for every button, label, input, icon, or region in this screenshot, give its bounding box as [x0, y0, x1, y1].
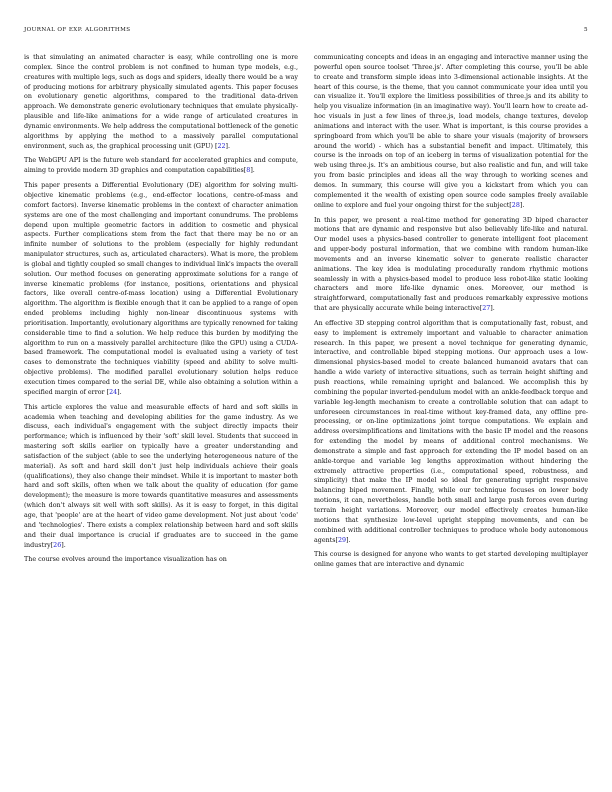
- paragraph-text: This course is designed for anyone who wants to get started developing multiplayer online games that are interactive and dynamic: [314, 551, 588, 569]
- paragraph-text: is that simulating an animated character is easy, while controlling one is more complex. Since the control problem is not confined to human type models, e.g., creatures with multiple legs, such as dogs and spiders, ideally there would be a way of producing motions for arbitrary physically simulated agents. This paper focuses on evolutionary genetic algorithms, compared to the traditional data-driven approach. We demonstrate generic evolutionary techniques that emulate physically-plausible and life-like animations for a wide range of articulated creatures in dynamic environments. We help address the computational bottleneck of the genetic algorithms by applying the method to a massively parallel computational environment, such as, the graphical processing unit (GPU) [: [24, 54, 298, 150]
- paragraph: [314, 550, 588, 570]
- citation-link[interactable]: 28: [511, 201, 520, 209]
- paragraph: [24, 53, 298, 151]
- paragraph-text: The WebGPU API is the future web standard for accelerated graphics and compute, aiming to provide modern 3D graphics and computation capabilities[: [24, 157, 298, 175]
- paragraph-text: communicating concepts and ideas in an engaging and interactive manner using the powerful open source toolset 'Three.js'. After completing this course, you'll be able to create and transform simple ideas into 3-dimensional actionable insights. At the heart of this course, is the theme, that you cannot communicate your idea until you can visualize it. You'll explore the limitless possibilities of three.js and its ability to help you visualize information (in an imaginative way). You'll learn how to create ad-hoc visuals in just a few lines of three.js, load models, change textures, develop animations and interact with the user. What is important, is this course provides a springboard from which you'll be able to share your visuals (majority of browsers around the world) - which has a substantial benefit and impact. Ultimately, this course is the inroads on top of an iceberg in terms of visualization potential for the web using three.js. It's an ambitious course, but also realistic and fun, and will take you from basic principles and ideas all the way through to working scenes and demos. In summary, this course will give you a kickstart from which you can complemented it the wealth of existing open source code samples freely available online to explore and fuel your ongoing thirst for the subject[: [314, 54, 588, 209]
- paragraph: [24, 156, 298, 176]
- paragraph-text: ].: [490, 305, 495, 313]
- paragraph: [24, 555, 298, 565]
- running-head: [24, 27, 588, 37]
- paragraph: [314, 216, 588, 314]
- paragraph: [314, 319, 588, 545]
- citation-link[interactable]: 22: [217, 142, 226, 150]
- paragraph-text: An effective 3D stepping control algorithm that is computationally fast, robust, and easy to implement is extremely important and valuable to character animation research. In this paper, we present a novel technique for generating dynamic, interactive, and controllable biped stepping motions. Our approach uses a low-dimensional physics-based model to create balanced humanoid avatars that can handle a wide variety of interactive situations, such as terrain height shifting and push reactions, while remaining upright and balanced. We accomplish this by combining the popular inverted-pendulum model with an ankle-feedback torque and variable leg-length mechanism to create a controllable solution that can adapt to unforeseen circumstances in real-time without key-framed data, any offline pre-processing, or on-line optimizations joint torque computations. We explain and address oversimplifications and limitations with the basic IP model and the reasons for extending the model by means of additional control mechanisms. We demonstrate a simple and fast approach for extending the IP model based on an ankle-torque and variable leg lengths approximation without hindering the extremely attractive properties (i.e., computational speed, robustness, and simplicity) that make the IP model so ideal for generating upright responsive balancing biped movement. Finally, while our technique focuses on lower body motions, it can, nevertheless, handle both small and large push forces even during terrain height variations. Moreover, our model effectively creates human-like motions that synthesize low-level upright stepping movements, and can be combined with additional controller techniques to produce whole body autonomous agents[: [314, 319, 588, 544]
- paragraph: [24, 181, 298, 398]
- paragraph-text: In this paper, we present a real-time method for generating 3D biped character motions that are dynamic and responsive but also believably life-like and natural. Our model uses a physics-based controller to generate intelligent foot placement and upper-body postural information, that we combine with random human-like movements and an inverse kinematic solver to generate realistic character animations. The key idea is modulating procedurally random rhythmic motions seamlessly in with a physics-based model to produce less robot-like static looking characters and more life-like dynamic ones. Moreover, our method is straightforward, computationally fast and produces remarkably expressive motions that are physically accurate while being interactive[: [314, 216, 588, 313]
- paragraph-text: ].: [519, 201, 525, 209]
- citation-link[interactable]: 26: [53, 541, 62, 549]
- right-column: [314, 53, 588, 788]
- paragraph-text: ].: [61, 541, 66, 549]
- page-number: 5: [584, 27, 588, 33]
- paragraph-text: ].: [346, 536, 351, 544]
- paragraph-text: ].: [117, 388, 122, 396]
- citation-link[interactable]: 8: [246, 167, 251, 175]
- left-column: [24, 53, 298, 788]
- citation-link[interactable]: 29: [337, 536, 347, 544]
- paragraph: [314, 53, 588, 211]
- journal-title: JOURNAL OF EXP. ALGORITHMS: [24, 27, 131, 33]
- paragraph-text: ].: [225, 142, 231, 150]
- paragraph-text: ].: [250, 167, 255, 175]
- citation-link[interactable]: 24: [109, 388, 118, 396]
- paragraph: [24, 403, 298, 551]
- paragraph-text: The course evolves around the importance visualization has on: [24, 556, 227, 564]
- citation-link[interactable]: 27: [482, 305, 491, 313]
- paragraph-text: This paper presents a Differential Evolutionary (DE) algorithm for solving multi-objective kinematic problems (e.g., end-effector locations, centre-of-mass and comfort factors). Inverse kinematic problems in the context of character animation systems are one of the most challenging and important conundrums. The problems depend upon multiple geometric factors in addition to cosmetic and physical aspects. Further complications stem from the fact that there may be no or an infinite number of solutions to the problem (especially for highly redundant manipulator structures, such as, articulated characters). What is more, the problem is global and tightly coupled so small changes to individual link's impacts the overall solution. Our method focuses on generating approximate solutions for a range of inverse kinematic problems (for instance, positions, orientations and physical factors, like overall centre-of-mass location) using a Differential Evolutionary algorithm. The algorithm is flexible enough that it can be applied to a range of open ended problems including highly non-linear discontinuous systems with prioritisation. Importantly, evolutionary algorithms are typically renowned for taking considerable time to find a solution. We help reduce this burden by modifying the algorithm to run on a massively parallel architecture (like the GPU) using a CUDA-based framework. The computational model is evaluated using a variety of test cases to demonstrate the techniques viability (speed and ability to solve multi-objective problems). The modified parallel evolutionary solution helps reduce execution times compared to the serial DE, while also obtaining a solution within a specified margin of error [: [24, 182, 298, 396]
- paragraph-text: This article explores the value and measurable effects of hard and soft skills in academia when teaching and developing abilities for the game industry. As we discuss, each individual's engagement with the subject directly impacts their performance; which is influenced by their 'soft' skill level. Students that succeed in mastering soft skills earlier on typically have a greater understanding and satisfaction of the subject (able to see the underlying heterogeneous nature of the material). As soft and hard skill don't just help individuals achieve their goals (qualifications), they also change their mindset. While it is important to master both hard and soft skills, often when we talk about the quality of education (for game development); the measure is more towards quantitative measures and assessments (which don't always sit well with soft skills). As it is easy to forget, in this digital age, that 'people' are at the heart of video game development. Not just about 'code' and 'technologies'. There exists a complex relationship between hard and soft skills and their dual importance is crucial if graduates are to succeed in the game industry[: [24, 403, 298, 549]
